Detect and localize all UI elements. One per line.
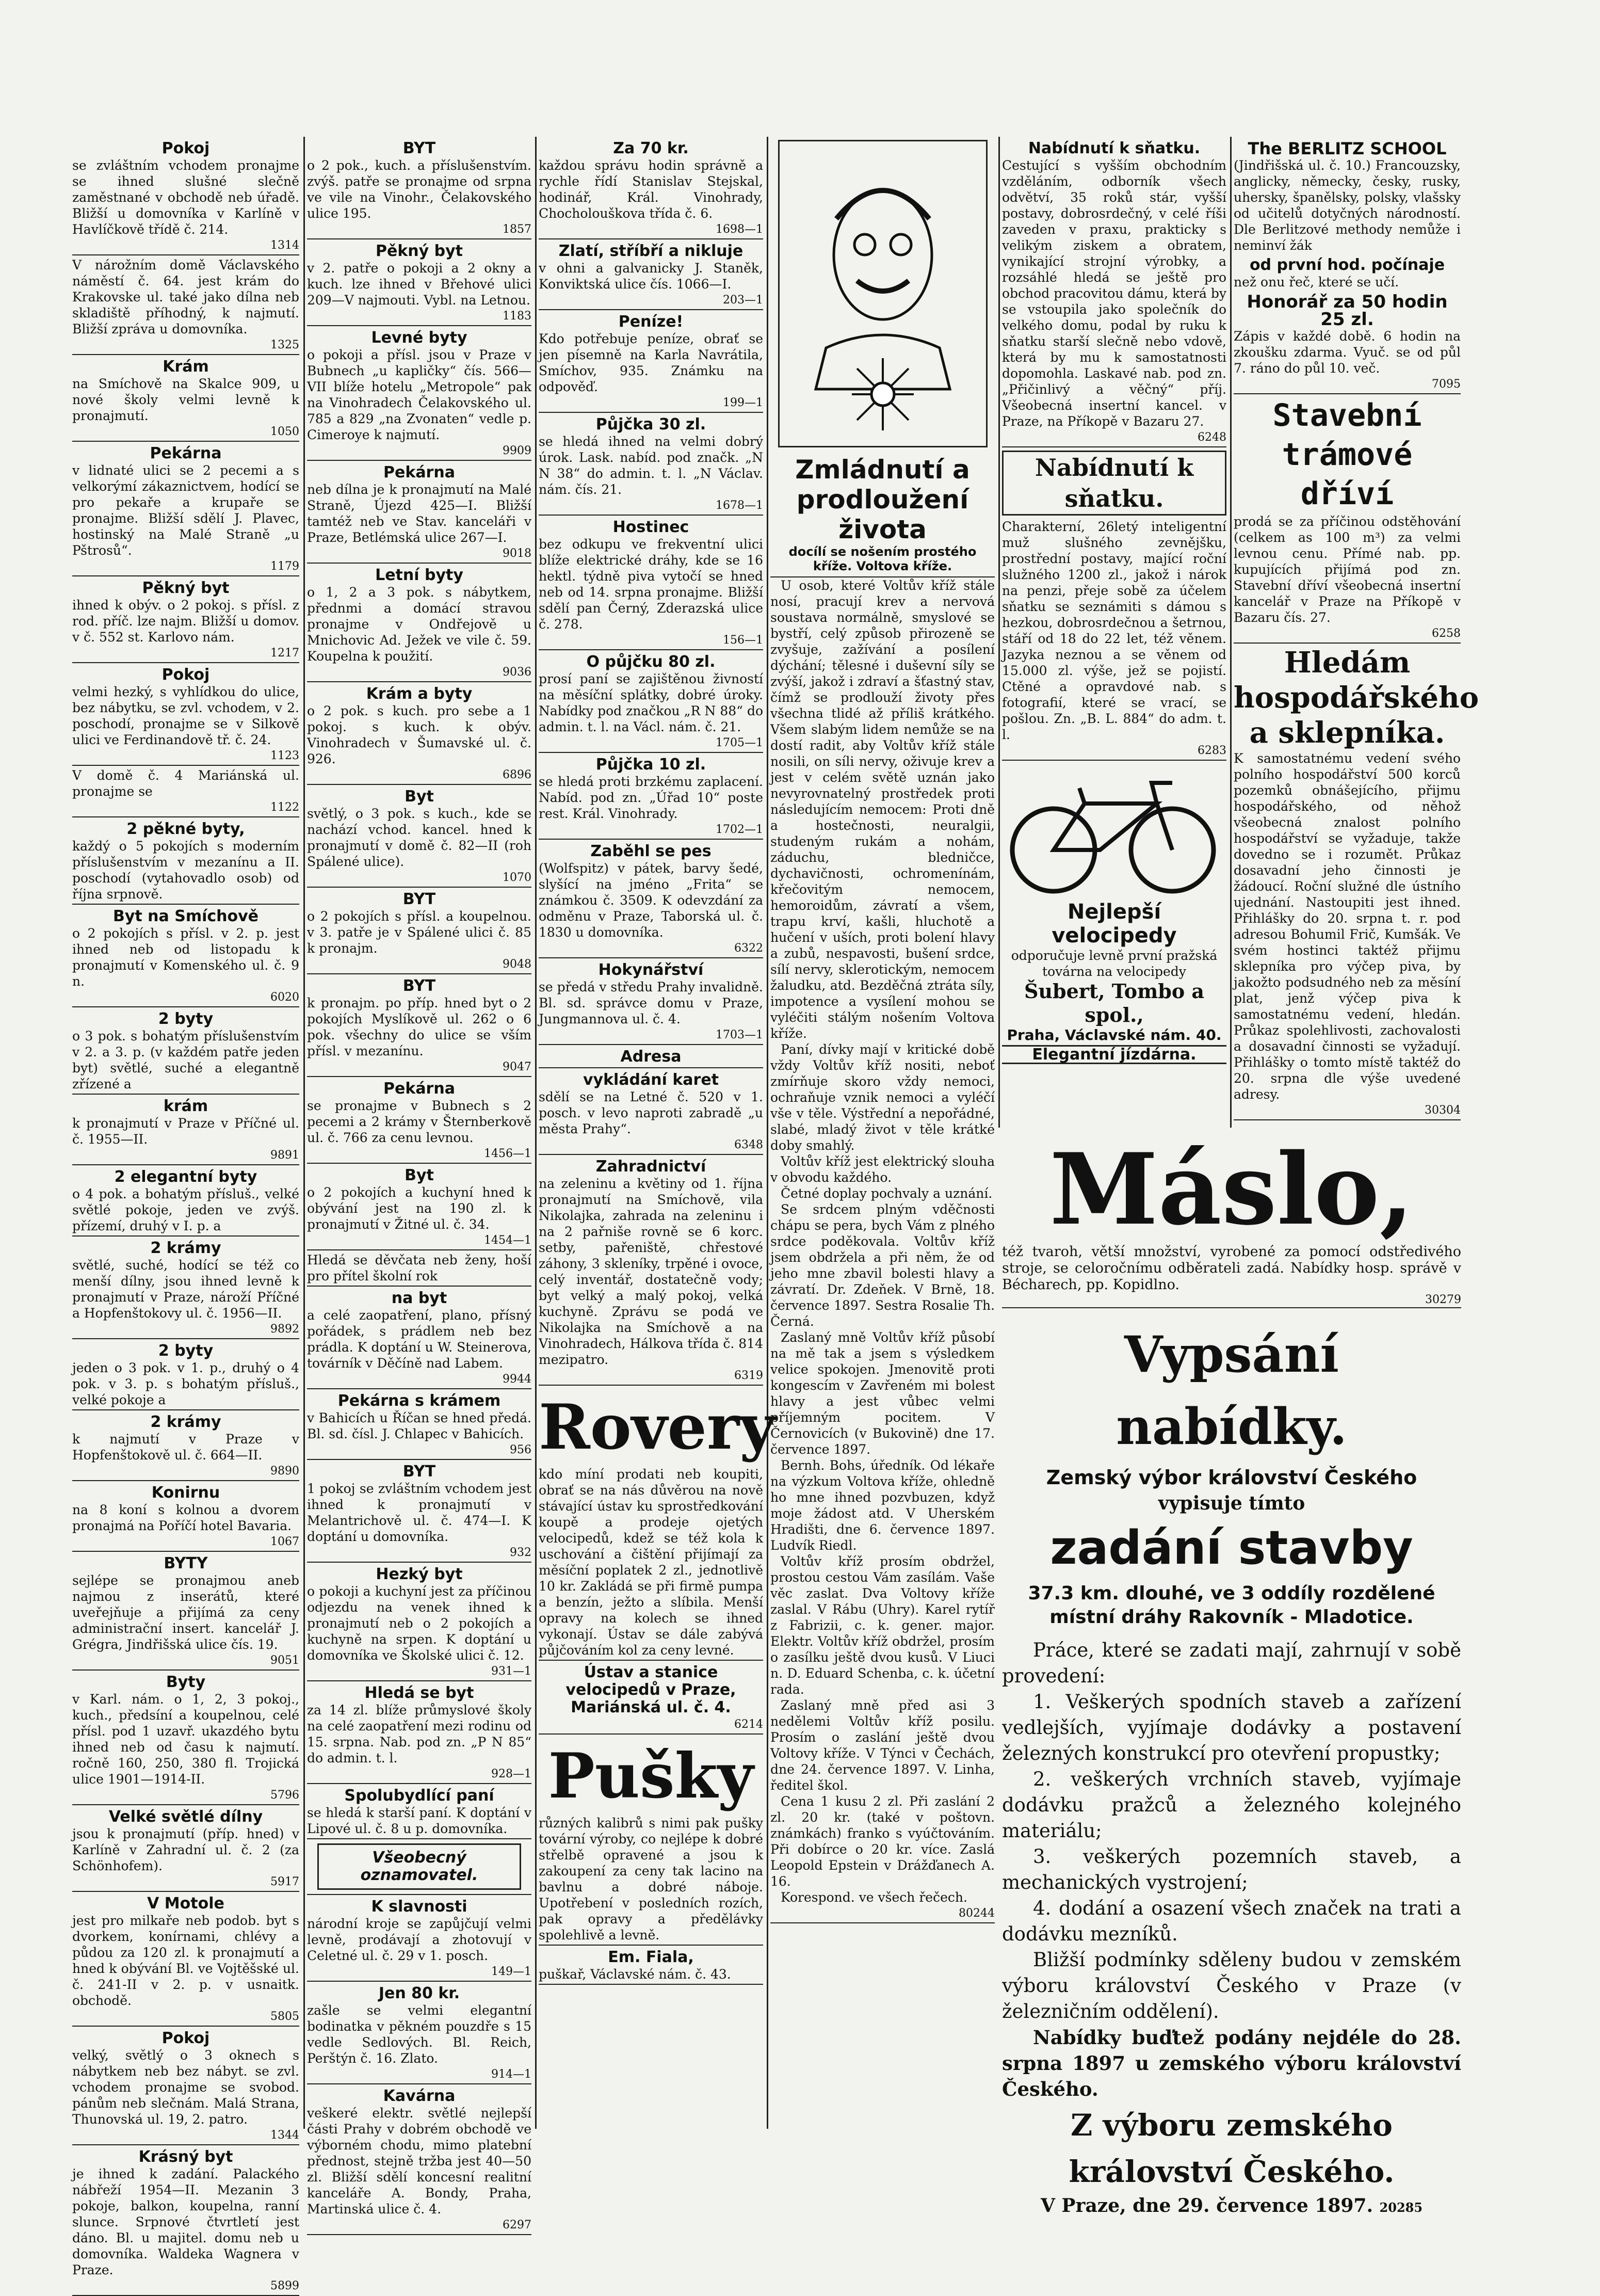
col1-code: 1067 [72,1534,299,1552]
berlitz-text-2: než onu řeč, které se učí. [1234,275,1399,290]
col3-code: 6214 [539,1716,763,1735]
col2-code: 1454—1 [307,1232,531,1250]
v-praze-date: V Praze, dne 29. července 1897. [1040,2195,1373,2217]
portrait-illustration [778,140,988,447]
col2-text: o pokoji a přísl. jsou v Praze v Bubnech „u kapličky“ čís. 566—VII blíže hotelu „Metropole“ pak na Vinohradech Čelakovského ul. 785 a 829 „na Zvonaten“ vedle p. Cimeroye k najmutí. [307,347,531,442]
col2-code: 931—1 [307,1663,531,1681]
col2-text: o pokoji a kuchyní jest za příčinou odjezdu na venek ihned k pronajmutí neb o 2 pokojích a kuchyně na srpen. K doptání u domovníka ve Školské ulici č. 12. [307,1584,531,1663]
col2-heading: Letní byty [375,566,463,584]
col3-heading: O půjčku 80 zl. [586,653,716,671]
col3-heading: Zlatí, stříbří a nikluje [558,242,744,260]
farm-text: K samostatnému vedení svého polního hospodářství 500 korců pozemků obnášejícího, přijmu hospodářského, od něhož všeobecná znalost polního hospodářství se vyžaduje, takže dovedno se i rozumět. Průkaz dosavadní jeho činnosti je žádoucí. Roční služné dle ústního ujednání. Nastoupiti jest ihned. Přihlášky do 20. srpna t. r. pod adresou Bohumil Frič, Kumšák. Ve svém hostinci taktéž přijmu sklepníka pro výčep piva, by jakožto podsudného neb za měsíní plat, jenž výčep piva k samostatnému vedení, hledán. Průkaz spolehlivosti, zachovalosti a dosavadní činnosti se vyžadují. Přihlášky o tomto místě taktéž do 20. srpna dle výše uvedené adresy. [1234,751,1461,1102]
marriage-code-1: 6248 [1002,429,1226,447]
column-2 [307,137,531,2231]
timber-text: prodá se za příčinou odstěhování (celkem as 100 m³) za velmi levnou cenu. Přímé nab. pp. kupujících přijímá pod zn. Stavební dříví všeobecná insertní kancelář v Praze na Příkopě v Bazaru čís. 27. [1234,514,1461,625]
col1-code: 1325 [72,337,299,355]
col2-code: 1456—1 [307,1146,531,1164]
blizsi-podminky: Bližší podmínky sděleny budou v zemském výboru království Českého v Praze (v železničním oddělení). [1002,1949,1461,2022]
col2-code: 6297 [307,2217,531,2235]
works-item: 3. veškerých pozemních staveb, a mechanických vystrojení; [1002,1845,1461,1893]
col1-code: 5796 [72,1787,299,1805]
maslo-code: 30279 [1002,1293,1461,1308]
col3-heading: Půjčka 30 zl. [595,415,706,433]
col3-heading: Hokynářství [598,961,704,979]
col1-code: 1050 [72,424,299,442]
col3-text: se předá v středu Prahy invalidně. Bl. sd. správce domu v Praze, Jungmannova ul. č. 4. [539,980,763,1026]
col1-heading: Pokoj [161,666,210,684]
vypsani-heading: Vypsání nabídky. [1116,1325,1347,1456]
col2-text: v 2. patře o pokoji a 2 okny a kuch. lze ihned v Břehové ulici 209—V najmouti. Vybl. na Letnou. [307,261,531,308]
col1-code: 6020 [72,989,299,1007]
volta-paragraph: Voltův kříž prosím obdržel, prostou cestou Vám zasílám. Vaše věc zaslat. Dva Voltovy kříže zaslal. V Rábu (Uhry). Karel rytíř z Fabrizii, c. k. gener. major. Elektr. Voltův kříž obdržel, prosím o zasílku ještě dvou kusů. V Liuci n. D. Eduard Schenba, c. k. účetní rada. [770,1554,995,1697]
berlitz-text: (Jindřišská ul. č. 10.) Francouzsky, anglicky, německy, česky, rusky, uhersky, španělsky, polsky, vlašsky od učitelů dotyčných národností. Dle Berlitzové methody nemůže i neminví žák [1234,158,1461,253]
divider [72,1409,299,1410]
col1-text: V nárožním domě Václavského náměstí č. 64. jest krám do Krakovske ul. také jako dílna neb skladiště příhodný, k najmutí. Bližší zpráva u domovníka. [72,258,299,336]
bicycle-icon [1002,767,1224,896]
maslo-text: též tvaroh, větší množství, vyrobené za pomocí odstředivého stroje, se celoročnímu odběrateli zadá. Nabídky hosp. správě v Bécharech, pp. Kopidlno. [1002,1244,1461,1293]
col2-heading: Pekárna [383,463,455,481]
col1-code: 5917 [72,1874,299,1892]
col1-text: se zvláštním vchodem pronajme se ihned slušné slečně zaměstnané v obchodě neb úřadě. Bližší u domovníka v Karlíně v Havlíčkově třídě č. 214. [72,158,299,237]
velocipedy-text: odporučuje levně první pražská továrna na velocipedy [1011,948,1218,979]
col2-text: a celé zaopatření, plano, přísný pořádek, s prádlem neb bez prádla. K doptání u W. Steinerova, továrník v Děčíně nad Labem. [307,1308,531,1371]
col3-heading: Pušky [548,1740,754,1812]
subert-address: Praha, Václavské nám. 40. [1007,1026,1222,1043]
col1-text: jeden o 3 pok. v 1. p., druhý o 4 pok. v 3. p. s bohatým přísluš., velké pokoje a [72,1360,299,1407]
timber-heading: Stavební trámové dříví [1272,397,1422,512]
col3-code: 203—1 [539,292,763,310]
farm-code: 30304 [1234,1102,1461,1120]
col2-text: Hledá se děvčata neb ženy, hoší pro přítel školní rok [307,1253,531,1283]
col1-text: velmi hezký, s vyhlídkou do ulice, bez nábytku, se zvl. vchodem, v 2. poschodí, pronajme se v Silkově ulici ve Ferdinandově tř. č. 24. [72,684,299,747]
col3-text: prosí paní se zajištěnou živností na měsíční splátky, dobré úroky. Nabídky pod značkou „R N 88“ do admin. t. l. na Václ. nám. č. 21. [539,671,763,734]
col3-code: 1703—1 [539,1027,763,1045]
col2-text: veškeré elektr. světlé nejlepší části Prahy v dobrém obchodě ve výborném chodu, mimo platební přednost, stejně tržba jest 40—50 zl. Bližší sdělí koncesní realitní kanceláře A. Bondy, Praha, Martinská ulice č. 4. [307,2106,531,2217]
col1-heading: Pěkný byt [142,579,230,597]
col3-heading: Hostinec [612,518,689,536]
col1-code: 1217 [72,645,299,663]
maslo-heading: Máslo, [1049,1132,1414,1247]
divider [539,1945,763,1946]
divider [307,1838,531,1839]
col2-heading: BYT [402,1463,436,1481]
col3-text: kdo míní prodati neb koupiti, obrať se na nás důvěrou na nově stávající ústav ku sprostředkování koupě a prodeje ojetých velocipedů, kdež se též kola k uschování a čištění přijímají za měsíční poplatek 2 zl., jednotlivě 10 kr. Zakládá se při firmě pumpa a benzín, ježto a slíbila. Menší opravy na kolech se ihned vykonají. Ústav se dále zabývá půjčováním kol za ceny levné. [539,1467,763,1658]
col2-text: o 2 pokojích a kuchyní hned k obývání jest na 190 zl. k pronajmutí v Žitné ul. č. 34. [307,1185,531,1232]
col2-code: 9018 [307,545,531,564]
col1-heading: Velké světlé dílny [108,1808,263,1826]
col2-heading: Byt [405,1166,434,1184]
col2-code: 1857 [307,221,531,239]
divider [72,1235,299,1237]
berlitz-code: 7095 [1234,376,1461,394]
column-5 [1002,137,1226,1128]
col2-text: o 2 pokojích s přísl. a koupelnou. v 3. patře je v Spálené ulici č. 85 k pronajm. [307,909,531,956]
col1-heading: V Motole [147,1894,224,1913]
col3-text: každou správu hodin správně a rychle řídí Stanislav Stejskal, hodinář, Král. Vinohrady, Chocholouškova třída č. 6. [539,158,763,221]
col1-text: velký, světlý o 3 oknech s nábytkem neb bez nábyt. se zvl. vchodem pronajme se svobod. pánům neb slečnám. Malá Strana, Thunovská ul. 19, 2. patro. [72,2048,299,2127]
subert-heading: Šubert, Tombo a spol., [1024,980,1205,1026]
newspaper-page [72,137,1479,2292]
volta-paragraph: Zaslaný mně před asi 3 nedělemi Voltův kříž posilu. Prosím o zaslání ještě dvou Voltovy kříže. V Týnci v Čechách, dne 24. července 1897. V. Linha, ředitel škol. [770,1698,995,1793]
column-rule [303,137,305,2129]
col3-heading: Adresa [620,1048,682,1066]
col2-heading: Byt [405,788,434,806]
col1-text: v lidnaté ulici se 2 pecemi a s velkorýmí zákaznictvem, hodící se pro pekaře a krupaře se pronajme. Bližší sdělí J. Plavec, hostinský na Malé Straně „u Pštrosů“. [72,463,299,558]
works-list [1002,1637,1461,1947]
col2-heading: Všeobecný oznamovatel. [317,1843,521,1890]
volta-title: Zmládnutí a prodloužení života [795,455,970,544]
col2-heading: K slavnosti [371,1898,467,1916]
col1-heading: Pokoj [161,2029,210,2047]
col3-text: na zeleninu a květiny od 1. října pronajmutí na Smíchově, vila Nikolajka, zahrada na zeleninu i na 2 pařniše rovně se 6 korc. setby, pařeniště, chřestové záhony, 3 skleníky, trpěné i ovoce, celý inventář, dostatečně vody; byt velký a malý pokoj, velká kuchyně. Zprávu se podá ve Nikolajka na Smíchově a na Vinohradech, Hálkova třída č. 814 mezipatro. [539,1176,763,1367]
col1-code: 9051 [72,1652,299,1671]
col3-heading: Peníze! [618,313,684,331]
col2-code: 932 [307,1545,531,1563]
volta-paragraph: U osob, které Voltův kříž stále nosí, pracují krev a nervová soustava normálně, smyslové se bystří, celý způsob přirozeně se zvyšuje, zažívání a posílení dýchání; tělesné i duševní síly se zvýší, jakož i zdraví a šťastný stav, čímž se prodlouží životy přes všechna tlidé až příliš krátkého. Všem slabým lidem nemůže se na dostí radit, aby Voltův kříž stále nosili, on síli nervy, oživuje krev a jest v celém světě uznán jako nevyrovnatelný prostředek proti následujícím nemocem: Proti dně a hostečnosti, neuralgii, studeným rukám a nohám, záduchu, bledničce, dychavičnosti, ochromenínám, křečovitým nemocem, hemoroidům, závratí a všem, trapu krví, kašli, hluchotě a hučení v uších, proti bolení hlavy a zubů, nespavosti, bušení srdce, sílí nervy, sklerotickým, nemocem žaludku, atd. Bezděčná ztráta síly, impotence a vysílení mohou se vyléčiti stálým nošením Voltova kříže. [770,578,995,1041]
works-item: 4. dodání a osazení všech značek na trati a dodávku mezníků. [1002,1897,1461,1945]
col2-text: o 1, 2 a 3 pok. s nábytkem, přednmi a domácí stravou pronajme v Ondřejově u Mnichovic Ad. Ježek ve vile č. 59. Koupelna k použití. [307,585,531,664]
volta-subtitle: docílí se nošením prostého kříže. Voltova kříže. [770,544,995,577]
col1-heading: Krám [163,358,209,376]
col3-text: Kdo potřebuje peníze, obrať se jen písemně na Karla Navrátila, Smíchov, 935. Známku na odpověď. [539,331,763,394]
col3-code: 1678—1 [539,497,763,516]
column-6 [1234,137,1479,1128]
col2-code: 6896 [307,767,531,785]
col1-code: 1122 [72,799,299,817]
velocipedy-small [1002,900,1226,948]
col3-code: 199—1 [539,395,763,413]
col3-text: v ohni a galvanicky J. Staněk, Konviktská ulice čís. 1066—I. [539,261,763,292]
col1-text: na Smíchově na Skalce 909, u nové školy velmi levně k pronajmutí. [72,376,299,423]
col1-heading: BYTY [164,1554,208,1572]
col1-heading: Krásný byt [138,2148,233,2166]
farm-heading: Hledám hospodářského a sklepníka. [1234,646,1479,750]
col2-text: neb dílna je k pronajmutí na Malé Straně, Újezd 425—I. Bližší tamtéž neb ve Stav. kanceláři v Praze, Betlémská ulice 267—I. [307,482,531,545]
col3-heading: Půjčka 10 zl. [595,756,706,774]
col1-heading: Pokoj [161,139,210,157]
col3-heading: Za 70 kr. [613,139,689,157]
col2-code: 1070 [307,870,531,888]
col3-heading: Zaběhl se pes [590,842,712,860]
col3-code: 6322 [539,940,763,958]
col1-heading: 2 krámy [150,1413,221,1431]
col3-code: 6348 [539,1137,763,1155]
col3-text: se hledá proti brzkému zaplacení. Nabíd. pod zn. „Úřad 10“ poste rest. Král. Vinohrady. [539,774,763,821]
col2-text: za 14 zl. blíže průmyslové školy na celé zaopatření mezi rodinu od 15. srpna. Nab. pod zn. „P N 85“ do admin. t. l. [307,1703,531,1765]
divider [539,1660,763,1661]
col2-text: se pronajme v Bubnech s 2 pecemi a 2 krámy v Šternberkově ul. č. 766 za cenu levnou. [307,1098,531,1145]
col1-heading: 2 byty [158,1010,214,1028]
column-1 [72,137,299,2292]
col1-code: 1123 [72,748,299,766]
col1-text: v Karl. nám. o 1, 2, 3 pokoj., kuch., předsíní a koupelnou, celé přísl. pod 1 uzavř. ukazdého bytu ihned neb od času k najmutí. ročně 160, 250, 380 fl. Trojická ulice 1901—1914-II. [72,1692,299,1787]
column-rule [535,137,537,2129]
col2-heading: Spolubydlící paní [344,1787,494,1805]
volta-paragraph: Cena 1 kusu 2 zl. Při zaslání 2 zl. 20 kr. (také v poštovn. známkách) franko s vyúčtováním. Při dobírce o 20 kr. více. Zaslá Leopold Epstein v Drážďanech A. 16. [770,1794,995,1889]
divider [72,1094,299,1095]
zemsky-vybor: Zemský výbor království Českého [1046,1466,1417,1489]
divider [307,1286,531,1287]
col1-text: k pronajmutí v Praze v Příčné ul. č. 1955—II. [72,1116,299,1147]
col3-heading: Ústav a stanice velocipedů v Praze, Mariánská ul. č. 4. [565,1663,736,1716]
col2-code: 1183 [307,308,531,326]
col2-heading: Jen 80 kr. [378,1984,460,2002]
berlitz-fee: Honorář za 50 hodin 25 zl. [1247,292,1448,330]
col1-text: na 8 koní s kolnou a dvorem pronajmá na Poříčí hotel Bavaria. [72,1502,299,1533]
berlitz-text-3: Zápis v každé době. 6 hodin na zkoušku zdarma. Vyuč. se od půl 7. ráno do půl 10. več. [1234,329,1461,376]
volta-paragraph: Četné doplay pochvaly a uznání. [781,1186,993,1201]
col3-text: puškař, Václavské nám. č. 43. [539,1967,731,1982]
vypsani-code: 20285 [1379,2200,1423,2215]
col2-heading: Hezký byt [376,1565,463,1583]
col2-code: 9944 [307,1371,531,1389]
col2-code: 149—1 [307,1964,531,1982]
col1-code: 9891 [72,1147,299,1165]
col3-text: sdělí se na Letné č. 520 v 1. posch. v levo naproti zabradě „u města Prahy“. [539,1089,763,1136]
col2-text: v Bahicích u Říčan se hned předá. Bl. sd. čísl. J. Chlapec v Bahicích. [307,1410,531,1441]
col3-code: 1698—1 [539,221,763,239]
column-rule [767,137,768,2129]
col2-heading: Krám a byty [366,685,473,703]
volta-paragraph: Korespond. ve všech řečech. [781,1890,967,1905]
col1-text: jsou k pronajmutí (příp. hned) v Karlíně v Zahradní ul. č. 2 (za Schönhofem). [72,1826,299,1873]
col2-text: se hledá k starší paní. K doptání v Lipové ul. č. 8 u p. domovníka. [307,1805,531,1836]
col3-text: různých kalibrů s nimi pak pušky tovární výroby, co nejlépe k dobré střelbě opravené a jsou k zakoupení za ceny tak lacino na bavlnu a dobré náboje. Upotřebení v posledních rozích, pak opravy a předělávky spolehlivě a levně. [539,1816,763,1942]
col2-heading: Pěkný byt [375,242,463,260]
col3-code: 156—1 [539,632,763,650]
berlitz-heading: The BERLITZ SCHOOL [1248,139,1447,158]
col2-code: 914—1 [307,2066,531,2084]
col1-heading: 2 krámy [150,1239,221,1257]
col1-heading: Byty [166,1673,206,1691]
jizdarna: Elegantní jízdárna. [1002,1045,1226,1064]
timber-code: 6258 [1234,625,1461,644]
volta-code: 80244 [770,1905,995,1923]
zadani-heading: zadání stavby [1050,1521,1413,1575]
divider [72,904,299,905]
col2-heading: Pekárna [383,1080,455,1098]
vypisuje: vypisuje tímto [1158,1492,1305,1514]
col2-text: k pronajm. po příp. hned byt o 2 pokojích Myslíkově ul. 262 o 6 pok. všechny do ulice se vším přísl. v mezanínu. [307,996,531,1058]
column-3 [539,137,775,2149]
col1-text: o 3 pok. s bohatým příslušenstvím v 2. a 3. p. (v každém patře jeden byt) světlé, suché a elegantně zřízené a [72,1029,299,1091]
volta-paragraph: Zaslaný mně Voltův kříž působí na mě tak a jsem s výsledkem velice spokojen. Jmenovitě proti kongescím v Zavřeném mi bolest hlavy a jest vůbec velmi příjemným pocitem. V Černovicích (v Bukovině) dne 17. července 1897. [770,1330,995,1457]
col1-text: o 2 pokojích s přísl. v 2. p. jest ihned neb od listopadu k pronajmutí v Komenského ul. č. 9 n. [72,926,299,989]
col2-heading: Kavárna [383,2087,456,2105]
col2-heading: BYT [402,977,436,995]
col1-text: V domě č. 4 Mariánská ul. pronajme se [72,768,299,799]
col2-text: národní kroje se zapůjčují velmi levně, prodávají a zhotovují v Celetné ul. č. 29 v 1. posch. [307,1916,531,1963]
col2-text: o 2 pok. s kuch. pro sebe a 1 pokoj. s kuch. k obýv. Vinohradech v Šumavské ul. č. 926. [307,703,531,766]
prace-intro: Práce, které se zadati mají, zahrnují v sobě provedení: [1002,1639,1461,1687]
col1-code: 1314 [72,237,299,255]
col1-text: o 4 pok. a bohatým přísluš., velké světlé pokoje, jeden ve zvýš. přízemí, druhý v I. p. a [72,1186,299,1233]
col1-text: je ihned k zadání. Palackého nábřeží 1954—II. Mezanin 3 pokoje, balkon, koupelna, ranní slunce. Srpnové čtvrtletí jest dáno. Bl. u majitel. domu neb u domovníka. Waldeka Wagnera v Praze. [72,2166,299,2277]
z-vyboru: Z výboru zemského království Českého. [1069,2108,1395,2189]
works-item: 2. veškerých vrchních staveb, vyjímaje dodávku pražců a železného kolejného materiálu; [1002,1768,1461,1842]
col1-code: 5805 [72,2009,299,2027]
volta-paragraph: Bernh. Bohs, úředník. Od lékaře na výzkum Voltova kříže, ohledně ho mne ihned pozvbuzen, když moje žádost atd. V Uherském Hradišti, dne 6. července 1897. Ludvík Riedl. [770,1458,995,1553]
volta-paragraph: Paní, dívky mají v kritické době vždy Voltův kříž nositi, neboť zmírňuje skoro vždy nemoci, ochraňuje vznik nemoci a vyléčí vše v těle. Výstřední a nepořádné, slabé, mladý život v těle krátké doby smahlý. [770,1042,995,1153]
col2-heading: Pekárna s krámem [337,1392,501,1410]
col1-heading: Pekárna [150,444,222,462]
marriage-text-2: Charakterní, 26letý inteligentní muž slušného zevnějšku, prostřední postavy, mající roční služného 1200 zl., jakož i nárok na penzi, přeje sobě za účelem sňatku se seznámiti s dámou s hezkou, dobrosrdečnou a šetrnou, stáří od 18 do 22 let, též věnem. Jazyka neznou a se věnem od 15.000 zl. výše, jež se pojistí. Ctěné a opravdové nab. s fotografií, které se vrací, se pošlou. Zn. „B. L. 884“ do adm. t. l. [1002,519,1226,742]
col3-heading: vykládání karet [583,1071,719,1089]
col1-code: 9890 [72,1463,299,1481]
volta-body [770,577,995,1905]
marriage-text-1: Cestující s vyšším obchodním vzděláním, odborník všech odvětví, 35 roků stár, vyšší postavy, dobrosrdečný, v celé říši zaveden v praxu, prakticky s velikým ziskem a obratem, vynikající strojní výrobky, a rozsáhlé hledá se ještě pro obchod pracovitou dámu, která by se vstoupila jako společník do velkého domu, podal by ruku k sňatku starší slečně nebo vdově, která by mu k samostatnosti dopomohla. Laskavé nab. pod zn. „Přičinlivý a věčný“ příj. Všeobecná insertní kancel. v Praze, na Příkopě v Bazaru 27. [1002,158,1226,429]
col1-code: 5899 [72,2278,299,2296]
col3-code: 6319 [539,1368,763,1386]
divider [539,1067,763,1068]
col3-heading: Zahradnictví [595,1158,706,1176]
col1-heading: 2 elegantní byty [114,1168,257,1186]
col1-text: sejlépe se pronajmou aneb najmou z inserátů, které uveřejňuje a přijímá za ceny administrační insert. kancelář J. Grégra, Jindřišská ulice čís. 19. [72,1573,299,1652]
col1-heading: Byt na Smíchově [112,907,259,925]
col2-code: 956 [307,1442,531,1460]
marriage-heading-2: Nabídnutí k sňatku. [1002,451,1226,516]
col3-code: 1705—1 [539,735,763,753]
col1-heading: 2 pěkné byty, [126,820,245,838]
col1-heading: krám [163,1097,208,1115]
col2-code: 9048 [307,956,531,974]
col2-text: 1 pokoj se zvláštním vchodem jest ihned k pronajmutí v Melantrichově ul. č. 474—I. K doptání u domovníka. [307,1481,531,1544]
col2-code: 9047 [307,1059,531,1077]
col2-heading: Hledá se byt [364,1684,474,1702]
column-rule [998,137,1000,1128]
bottom-block [1002,1132,1461,2217]
col3-heading: Rovery [539,1391,775,1464]
col2-code: 928—1 [307,1766,531,1784]
volta-paragraph: Voltův kříž jest elektrický slouha v obvodu každého. [770,1154,995,1185]
col2-code: 9036 [307,664,531,682]
col2-text: zašle se velmi elegantní bodinatka v pěkném pouzdře s 15 vedle Sedlových. Bl. Reich, Perštýn č. 16. Zlato. [307,2003,531,2066]
col3-text: (Wolfspitz) v pátek, barvy šedé, slyšící na jméno „Frita“ se známkou č. 3509. K odevzdání za odměnu v Praze, Taborská ul. č. 1830 u domovníka. [539,861,763,940]
column-rule [1230,137,1232,1128]
col2-text: o 2 pok., kuch. a příslušenstvím. zvýš. patře se pronajme od srpna ve vile na Vinohr., Čelakovského ulice 195. [307,158,531,221]
col1-text: ihned k obýv. o 2 pokoj. s přísl. z rod. příč. lze najm. Bližší u domov. v č. 552 st. Karlovo nám. [72,598,299,645]
col2-heading: BYT [402,139,436,157]
col2-heading: na byt [391,1289,447,1307]
works-item: 1. Veškerých spodních staveb a zařízení vedlejších, vyjímaje dodávky a postavení železných konstrukcí pro otevření propustky; [1002,1691,1461,1764]
col1-heading: Konirnu [151,1484,220,1502]
volta-paragraph: Se srdcem plným vděčnosti chápu se pera, bych Vám z plného srdce poděkovala. Voltův kříž jsem obdržela a při něm, že od jeho mne zbavil bolesti hlavy a závratí. Dr. Zdeňek. V Brně, 18. července 1897. Sestra Rosalie Th. Černá. [770,1202,995,1329]
volta-cross-ad [770,137,995,2129]
col2-code: 9909 [307,443,531,461]
berlitz-subheading: od první hod. počínaje [1249,256,1445,274]
trat-text: 37.3 km. dlouhé, ve 3 oddíly rozdělené místní dráhy Rakovník - Mladotice. [1028,1583,1435,1628]
col3-text: se hledá ihned na velmi dobrý úrok. Lask. nabíd. pod značk. „N N 38“ do admin. t. l. „N Václav. nám. čís. 21. [539,434,763,497]
col1-code: 9892 [72,1321,299,1339]
col1-text: každý o 5 pokojích s moderním příslušenstvím v mezanínu a II. poschodí (vytahovadlo osob) od října srpnově. [72,839,299,902]
col2-heading: Levné byty [371,329,467,347]
col3-code: 1702—1 [539,822,763,840]
velocipedy-heading: Nejlepší velocipedy [1052,900,1177,948]
divider [307,1894,531,1895]
col1-text: k najmutí v Praze v Hopfenštokově ul. č. 664—II. [72,1432,299,1463]
col1-code: 1344 [72,2127,299,2145]
marriage-heading-1: Nabídnutí k sňatku. [1028,139,1201,157]
col2-text: světlý, o 3 pok. s kuch., kde se nachází vchod. kancel. hned k pronajmutí v domě č. 82—II (roh Spálené ulice). [307,806,531,869]
col1-code: 1179 [72,558,299,576]
marriage-code-2: 6283 [1002,743,1226,761]
col1-text: světlé, suché, hodící se též co menší dílny, jsou ihned levně k pronajmutí v Praze, nároží Příčné a Hopfenštokovy ul. č. 1956—II. [72,1258,299,1321]
col3-heading: Em. Fiala, [608,1948,694,1966]
nabidky-deadline: Nabídky buďtež podány nejdéle do 28. srpna 1897 u zemského výboru království Českého. [1002,2026,1461,2100]
col3-text: bez odkupu ve frekventní ulici blíže elektrické dráhy, kde se 16 hektl. týdně piva vytočí se hned neb od 14. srpna pronajme. Bližší sdělí pan Černý, Zderazská ulice č. 278. [539,537,763,632]
col1-heading: 2 byty [158,1342,214,1360]
signoff [1002,2195,1461,2217]
portrait-icon [780,141,986,446]
col1-text: jest pro milkaře neb podob. byt s dvorkem, konírnami, chlévy a půdou za 120 zl. k pronajmutí a hned k obývání Bl. ve Vojtěšské ul. č. 241-II v 2. p. v usnaitk. obchodě. [72,1913,299,2008]
divider [539,1984,763,1985]
col2-heading: BYT [402,890,436,908]
